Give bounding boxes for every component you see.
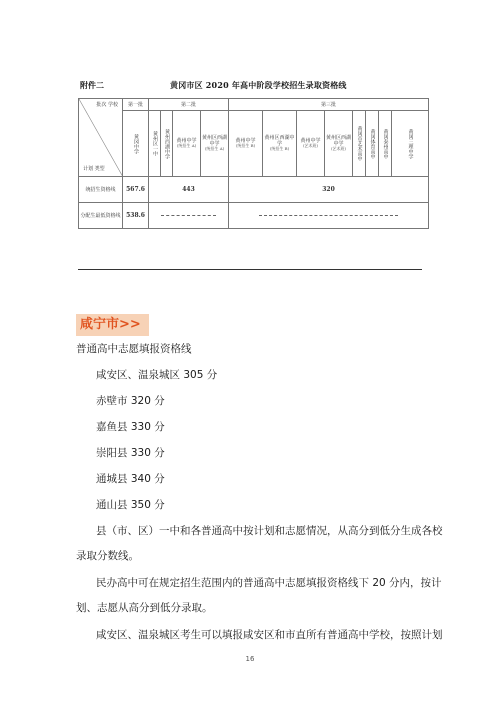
batch3-header: 第三批 [229,99,429,111]
corner-bottom-label: 计划 类型 [83,166,105,172]
attachment-scan [78,70,428,255]
score-line: 崇阳县 330 分 [96,447,165,459]
school-cell: 黄冈三理中学 [392,111,429,177]
score-cell: 538.6 [123,203,149,229]
row-label: 分配生最低资格线 [79,203,123,229]
school-cell: 黄冈市艺术高中 [353,111,366,177]
attachment-title: 黄冈市区 2020 年高中阶段学校招生录取资格线 [170,80,347,90]
empty-cell [149,203,229,229]
section-title: 咸宁市>> [76,314,149,336]
school-cell: 黄州中学 (艺术班) [297,111,325,177]
page-number: 16 [245,655,255,663]
table-corner-cell [79,99,123,177]
school-cell: 黄州中学 (统招生 B) [229,111,263,177]
school-cell: 黄州区西湖中学 (统招生 A) [201,111,229,177]
paragraph-line: 民办高中可在规定招生范围内的普通高中志愿填报资格线下 20 分内，按计 [96,577,442,589]
score-line: 嘉鱼县 330 分 [96,421,165,433]
paragraph-line: 县（市、区）一中和各普通高中按计划和志愿情况，从高分到低分生成各校 [96,525,443,537]
section-subtitle: 普通高中志愿填报资格线 [76,343,192,355]
paragraph-line: 咸安区、温泉城区考生可以填报咸安区和市直所有普通高中学校，按照计划 [96,629,443,641]
empty-cell [229,203,429,229]
score-line: 赤壁市 320 分 [96,395,165,407]
score-cell: 567.6 [123,177,149,203]
school-cell: 黄州区西湖中学 (统招生 B) [263,111,297,177]
school-cell: 黄州区一中 [149,111,161,177]
paragraph-line: 划、志愿从高分到低分录取。 [76,602,213,614]
batch2-header: 第二批 [149,99,229,111]
attachment-label: 附件二 [80,80,104,90]
divider-line [78,269,422,270]
school-cell: 黄州区西湖中学 (艺术班) [325,111,353,177]
diagonal-line [79,99,123,177]
school-cell: 黄州中学 (统招生 A) [173,111,201,177]
batch1-header: 第一批 [123,99,149,111]
score-line: 通城县 340 分 [96,473,165,485]
school-cell: 黄冈中学 [123,111,149,177]
school-cell: 黄冈泰州高中 [379,111,392,177]
school-cell: 黄州西湖中学 [161,111,173,177]
score-line: 通山县 350 分 [96,499,165,511]
admission-table [78,98,429,229]
corner-top-label: 批次 学校 [96,102,118,108]
score-cell: 443 [149,177,229,203]
school-cell: 黄冈体育高中 [366,111,379,177]
row-label: 统招生资格线 [79,177,123,203]
paragraph-line: 录取分数线。 [76,550,139,562]
score-line: 咸安区、温泉城区 305 分 [96,369,218,381]
score-cell: 320 [229,177,429,203]
